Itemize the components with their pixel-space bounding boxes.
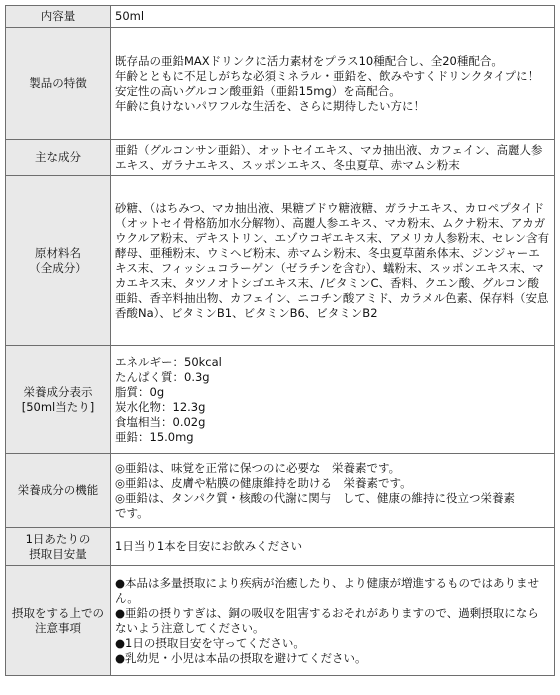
precautions-label-cell [6, 566, 111, 676]
row-raw-materials [6, 176, 555, 346]
features-value-cell [111, 28, 555, 140]
features-label: 製品の特徴 [29, 76, 87, 90]
raw-materials-label-cell [6, 176, 111, 346]
nutrition-facts-label: 栄養成分表示 [23, 384, 93, 399]
nutrient-function-line: ◎亜鉛は、皮膚や粘膜の健康維持を助ける 栄養素です。 [115, 475, 412, 490]
row-precautions [6, 566, 555, 676]
nutrition-facts-label-cell [6, 346, 111, 454]
volume-value-cell [111, 6, 555, 28]
precaution-item: ●1日の摂取目安を守ってください。 [115, 635, 305, 650]
precautions-sublabel: 注意事項 [35, 620, 81, 635]
raw-materials-label: 原材料名 [35, 245, 81, 260]
daily-intake-sublabel: 摂取目安量 [29, 546, 87, 561]
main-ingredients-label-cell [6, 140, 111, 176]
nutrition-facts-sublabel: [50ml当たり] [21, 399, 95, 414]
daily-intake-value-cell [111, 528, 555, 566]
nutrition-fat: 脂質：0g [115, 384, 165, 399]
nutrition-protein: たんぱく質：0.3g [115, 369, 210, 384]
features-line: 年齢に負けないパワフルな生活を、さらに期待したい方に！ [115, 98, 426, 113]
volume-value: 50ml [115, 9, 145, 23]
precaution-item: ●本品は多量摂取により疾病が治癒したり、より健康が増進するものではありません。 [115, 575, 540, 605]
precaution-item: ●乳幼児・小児は本品の摂取を避けてください。 [115, 650, 367, 665]
nutrient-function-line: です。 [115, 505, 149, 520]
product-spec-table [5, 5, 555, 676]
daily-intake-text: 1日当り1本を目安にお飲みください [115, 539, 303, 553]
features-label-cell [6, 28, 111, 140]
main-ingredients-value-cell [111, 140, 555, 176]
volume-label: 内容量 [40, 9, 76, 23]
nutrient-function-value-cell [111, 454, 555, 528]
features-line: 既存品の亜鉛MAXドリンクに活力素材をプラス10種配合し、全20種配合。 [115, 53, 503, 68]
precautions-value-cell [111, 566, 555, 676]
nutrient-function-line: ◎亜鉛は、味覚を正常に保つのに必要な 栄養素です。 [115, 460, 401, 475]
nutrition-zinc: 亜鉛：15.0mg [115, 429, 194, 444]
row-nutrition-facts [6, 346, 555, 454]
row-daily-intake [6, 528, 555, 566]
row-main-ingredients [6, 140, 555, 176]
nutrition-carbohydrate: 炭水化物：12.3g [115, 399, 206, 414]
nutrition-facts-value-cell [111, 346, 555, 454]
daily-intake-label: 1日あたりの [25, 531, 91, 546]
main-ingredients-label: 主な成分 [35, 150, 81, 164]
row-features [6, 28, 555, 140]
row-nutrient-function [6, 454, 555, 528]
nutrient-function-line: ◎亜鉛は、タンパク質・核酸の代謝に関与 して、健康の維持に役立つ栄養素 [115, 490, 515, 505]
raw-materials-text: 砂糖、（はちみつ、マカ抽出液、果糖ブドウ糖液糖、ガラナエキス、カロペプタイド（オットセイ骨格筋加水分解物）、高麗人参エキス、マカ粉末、ムクナ粉末、アカガウクルア粉末、デキストリン、エゾウコギエキス末、アメリカ人参粉末、セレン含有酵母、亜種粉末、ウミヘビ粉末、赤マムシ粉末、冬虫夏草菌糸体末、ジンジャーエキス末、フィッシュコラーゲン（ゼラチンを含む）、蟻粉末、スッポンエキス末、マカエキス末、タツノオトシゴエキス末、/ビタミンC、香料、クエン酸、グルコン酸亜鉛、香辛料抽出物、カフェイン、ニコチン酸アミド、カラメル色素、保存料（安息香酸Na）、ビタミンB1、ビタミンB6、ビタミンB2 [115, 200, 550, 320]
precautions-label: 摂取をする上での [12, 605, 104, 620]
precaution-item: ●亜鉛の摂りすぎは、銅の吸収を阻害するおそれがありますので、過剰摂取にならないよう注意してください。 [115, 605, 539, 635]
nutrient-function-label: 栄養成分の機能 [17, 483, 99, 497]
features-line: 年齢とともに不足しがちな必須ミネラル・亜鉛を、飲みやすくドリンクタイプに！ [115, 68, 540, 83]
main-ingredients-text: 亜鉛（グルコンサン亜鉛）、オットセイエキス、マカ抽出液、カフェイン、高麗人参エキス、ガラナエキス、スッポンエキス、冬虫夏草、赤マムシ粉末 [115, 142, 543, 172]
nutrient-function-label-cell [6, 454, 111, 528]
volume-label-cell [6, 6, 111, 28]
daily-intake-label-cell [6, 528, 111, 566]
nutrition-energy: エネルギー：50kcal [115, 354, 222, 369]
raw-materials-sublabel: （全成分） [29, 260, 87, 275]
features-line: 安定性の高いグルコン酸亜鉛（亜鉛15mg）を高配合。 [115, 83, 401, 98]
row-volume [6, 6, 555, 28]
raw-materials-value-cell [111, 176, 555, 346]
nutrition-salt: 食塩相当：0.02g [115, 414, 206, 429]
